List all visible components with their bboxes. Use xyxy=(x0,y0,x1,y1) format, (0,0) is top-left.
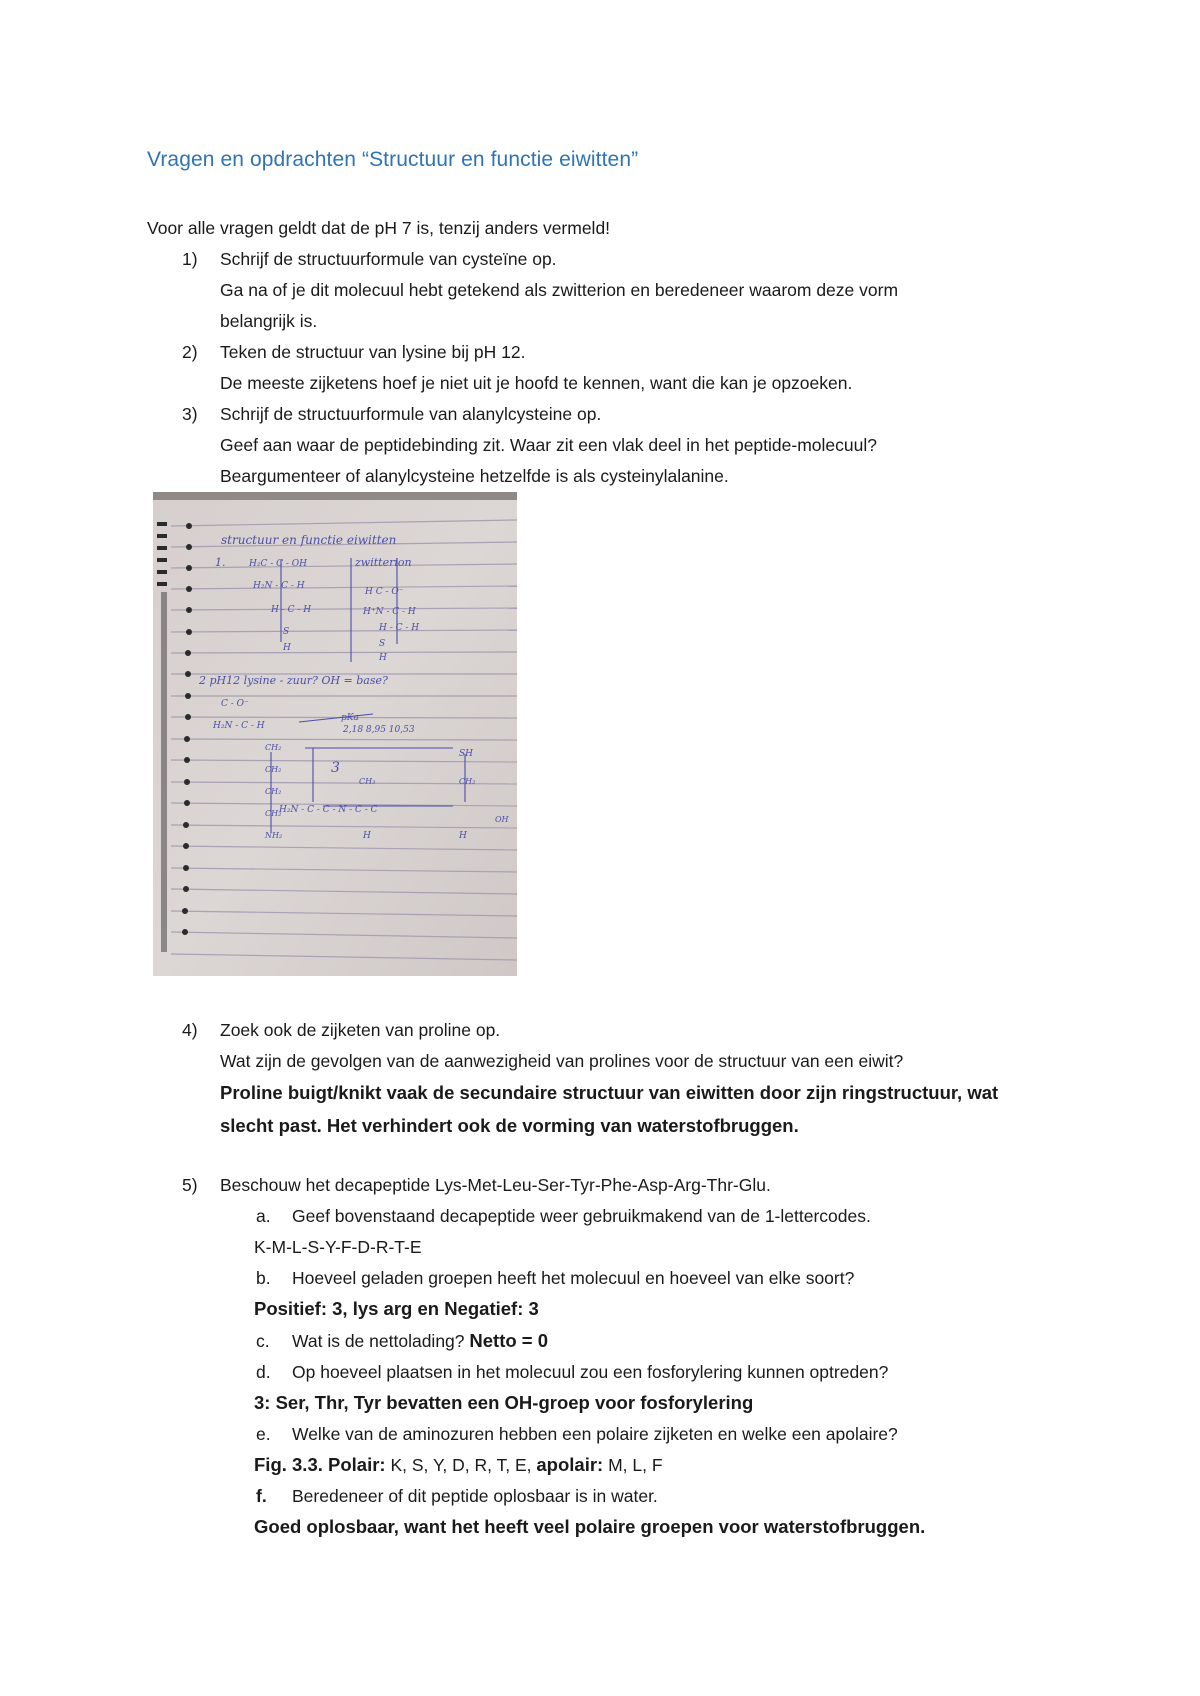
photo-label-oh: OH xyxy=(495,815,509,824)
photo-label-q2: 2 pH12 lysine - zuur? OH = base? xyxy=(199,674,388,687)
q5e-answer-apolair-values: M, L, F xyxy=(608,1455,663,1475)
notebook-drawing xyxy=(153,492,517,976)
q5c-line xyxy=(292,1329,548,1353)
q5d-answer: 3: Ser, Thr, Tyr bevatten een OH-groep voor fosforylering xyxy=(254,1392,754,1413)
q5b-letter: b. xyxy=(256,1268,271,1288)
photo-label-pka-values: 2,18 8,95 10,53 xyxy=(343,725,415,735)
q5-line: Beschouw het decapeptide Lys-Met-Leu-Ser-Tyr-Phe-Asp-Arg-Thr-Glu. xyxy=(220,1175,771,1195)
svg-text:H - C - H: H - C - H xyxy=(379,623,420,633)
q5c-answer: Netto = 0 xyxy=(469,1330,549,1351)
q5b-text: Hoeveel geladen groepen heeft het molecuul en hoeveel van elke soort? xyxy=(292,1268,855,1288)
q3-line-2: Geef aan waar de peptidebinding zit. Waar zit een vlak deel in het peptide-molecuul? xyxy=(220,435,877,455)
q2-number: 2) xyxy=(182,342,198,362)
q5d-text: Op hoeveel plaatsen in het molecuul zou een fosforylering kunnen optreden? xyxy=(292,1362,889,1382)
q2-line-2: De meeste zijketens hoef je niet uit je hoofd te kennen, want die kan je opzoeken. xyxy=(220,373,853,393)
q5f-answer: Goed oplosbaar, want het heeft veel polaire groepen voor waterstofbruggen. xyxy=(254,1516,926,1537)
photo-label-sh: SH xyxy=(459,749,474,759)
intro-text: Voor alle vragen geldt dat de pH 7 is, tenzij anders vermeld! xyxy=(147,218,611,238)
svg-text:H - C - H: H - C - H xyxy=(271,605,312,615)
q5e-answer-polair-values: K, S, Y, D, R, T, E, xyxy=(390,1455,532,1475)
q1-line-2: Ga na of je dit molecuul hebt getekend als zwitterion en beredeneer waarom deze vorm xyxy=(220,280,899,300)
q5b-answer: Positief: 3, lys arg en Negatief: 3 xyxy=(254,1298,539,1319)
handwritten-notes-photo xyxy=(153,492,517,976)
photo-label-q1: 1. xyxy=(215,556,226,569)
q5a-answer: K-M-L-S-Y-F-D-R-T-E xyxy=(254,1237,422,1257)
q5f-text: Beredeneer of dit peptide oplosbaar is in water. xyxy=(292,1486,658,1506)
q5-number: 5) xyxy=(182,1175,198,1195)
q3-line-1: Schrijf de structuurformule van alanylcysteine op. xyxy=(220,404,602,424)
svg-text:CH₂: CH₂ xyxy=(265,765,282,774)
photo-label-pka: pKa xyxy=(341,713,359,723)
q5a-letter: a. xyxy=(256,1206,271,1226)
q3-line-3: Beargumenteer of alanylcysteine hetzelfde is als cysteinylalanine. xyxy=(220,466,729,486)
svg-text:H: H xyxy=(459,831,467,841)
q1-number: 1) xyxy=(182,249,198,269)
q4-answer-1: Proline buigt/knikt vaak de secundaire structuur van eiwitten door zijn ringstructuur, wat xyxy=(220,1082,999,1103)
svg-text:H: H xyxy=(283,643,291,653)
q2-line-1: Teken de structuur van lysine bij pH 12. xyxy=(220,342,526,362)
q5d-letter: d. xyxy=(256,1362,271,1382)
q5e-answer-apolair-label: apolair: xyxy=(536,1454,604,1475)
svg-text:NH₂: NH₂ xyxy=(265,831,283,840)
photo-label-zwitterion: zwitterion xyxy=(355,556,412,569)
svg-text:CH₂: CH₂ xyxy=(265,809,282,818)
q5a-text: Geef bovenstaand decapeptide weer gebruikmakend van de 1-lettercodes. xyxy=(292,1206,871,1226)
photo-label-q3: 3 xyxy=(331,760,340,776)
q5e-letter: e. xyxy=(256,1424,271,1444)
svg-text:CH₃: CH₃ xyxy=(359,777,376,786)
q5e-text: Welke van de aminozuren hebben een polaire zijketen en welke een apolaire? xyxy=(292,1424,898,1444)
svg-text:CH₂: CH₂ xyxy=(459,777,476,786)
svg-text:H₂N - C - H: H₂N - C - H xyxy=(213,721,265,731)
svg-text:CH₂: CH₂ xyxy=(265,743,282,752)
svg-text:H: H xyxy=(363,831,371,841)
q3-number: 3) xyxy=(182,404,198,424)
q1-line-1: Schrijf de structuurformule van cysteïne op. xyxy=(220,249,557,269)
q1-line-3: belangrijk is. xyxy=(220,311,318,331)
page-title: Vragen en opdrachten “Structuur en functie eiwitten” xyxy=(147,148,639,171)
svg-text:H₂C - C - OH: H₂C - C - OH xyxy=(249,559,307,569)
svg-text:S: S xyxy=(283,627,290,637)
q5e-answer xyxy=(254,1453,663,1477)
svg-text:H₂N - C - H: H₂N - C - H xyxy=(253,581,305,591)
svg-text:S: S xyxy=(379,639,386,649)
svg-text:CH₂: CH₂ xyxy=(265,787,282,796)
q4-number: 4) xyxy=(182,1020,198,1040)
q4-line-2: Wat zijn de gevolgen van de aanwezigheid van prolines voor de structuur van een eiwit? xyxy=(220,1051,904,1071)
q5f-letter: f. xyxy=(256,1486,267,1506)
q5c-letter: c. xyxy=(256,1331,270,1351)
svg-text:H C - O⁻: H C - O⁻ xyxy=(365,587,404,597)
q4-line-1: Zoek ook de zijketen van proline op. xyxy=(220,1020,501,1040)
svg-text:C - O⁻: C - O⁻ xyxy=(221,699,249,709)
svg-text:H₂N - C - C - N - C - C: H₂N - C - C - N - C - C xyxy=(279,805,378,815)
q5e-answer-polair-label: Fig. 3.3. Polair: xyxy=(254,1454,386,1475)
svg-text:H⁺N - C - H: H⁺N - C - H xyxy=(363,607,416,617)
q4-answer-2: slecht past. Het verhindert ook de vorming van waterstofbruggen. xyxy=(220,1115,799,1136)
photo-heading: structuur en functie eiwitten xyxy=(221,533,397,547)
q5c-text: Wat is de nettolading? xyxy=(292,1331,465,1351)
svg-text:H: H xyxy=(379,653,387,663)
